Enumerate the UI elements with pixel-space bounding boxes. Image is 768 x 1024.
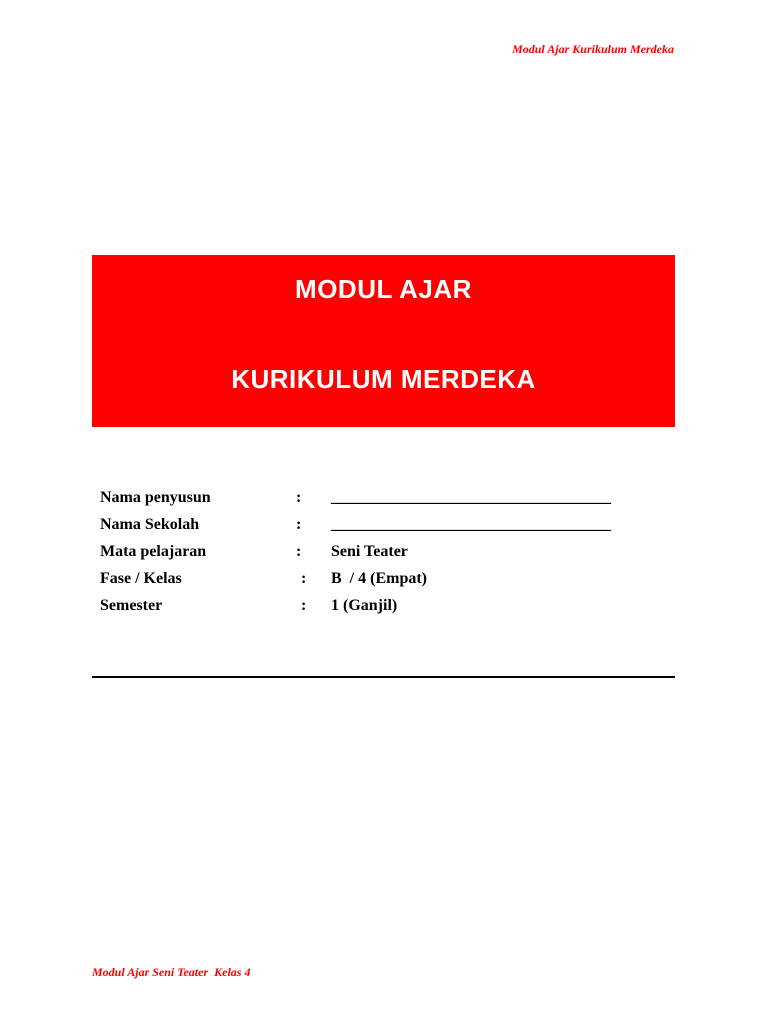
info-colon: : bbox=[296, 543, 302, 560]
info-colon: : bbox=[296, 489, 302, 506]
info-value: ___________________________________ bbox=[331, 516, 611, 533]
page-header: Modul Ajar Kurikulum Merdeka bbox=[512, 42, 674, 56]
info-colon: : bbox=[301, 597, 307, 614]
info-label: Nama Sekolah bbox=[100, 516, 200, 533]
info-value: Seni Teater bbox=[331, 543, 408, 560]
curriculum-title: KURIKULUM MERDEKA bbox=[231, 364, 536, 394]
info-label: Fase / Kelas bbox=[100, 570, 182, 587]
info-value: ___________________________________ bbox=[331, 489, 611, 506]
info-label: Semester bbox=[100, 597, 163, 614]
title-banner bbox=[92, 255, 675, 427]
info-label: Nama penyusun bbox=[100, 489, 211, 506]
divider-line bbox=[92, 676, 675, 678]
info-colon: : bbox=[296, 516, 302, 533]
info-colon: : bbox=[301, 570, 307, 587]
info-value: B / 4 (Empat) bbox=[331, 570, 427, 587]
module-title: MODUL AJAR bbox=[295, 274, 472, 304]
info-value: 1 (Ganjil) bbox=[331, 597, 398, 614]
info-label: Mata pelajaran bbox=[100, 543, 207, 560]
page-footer: Modul Ajar Seni Teater Kelas 4 bbox=[92, 965, 251, 979]
